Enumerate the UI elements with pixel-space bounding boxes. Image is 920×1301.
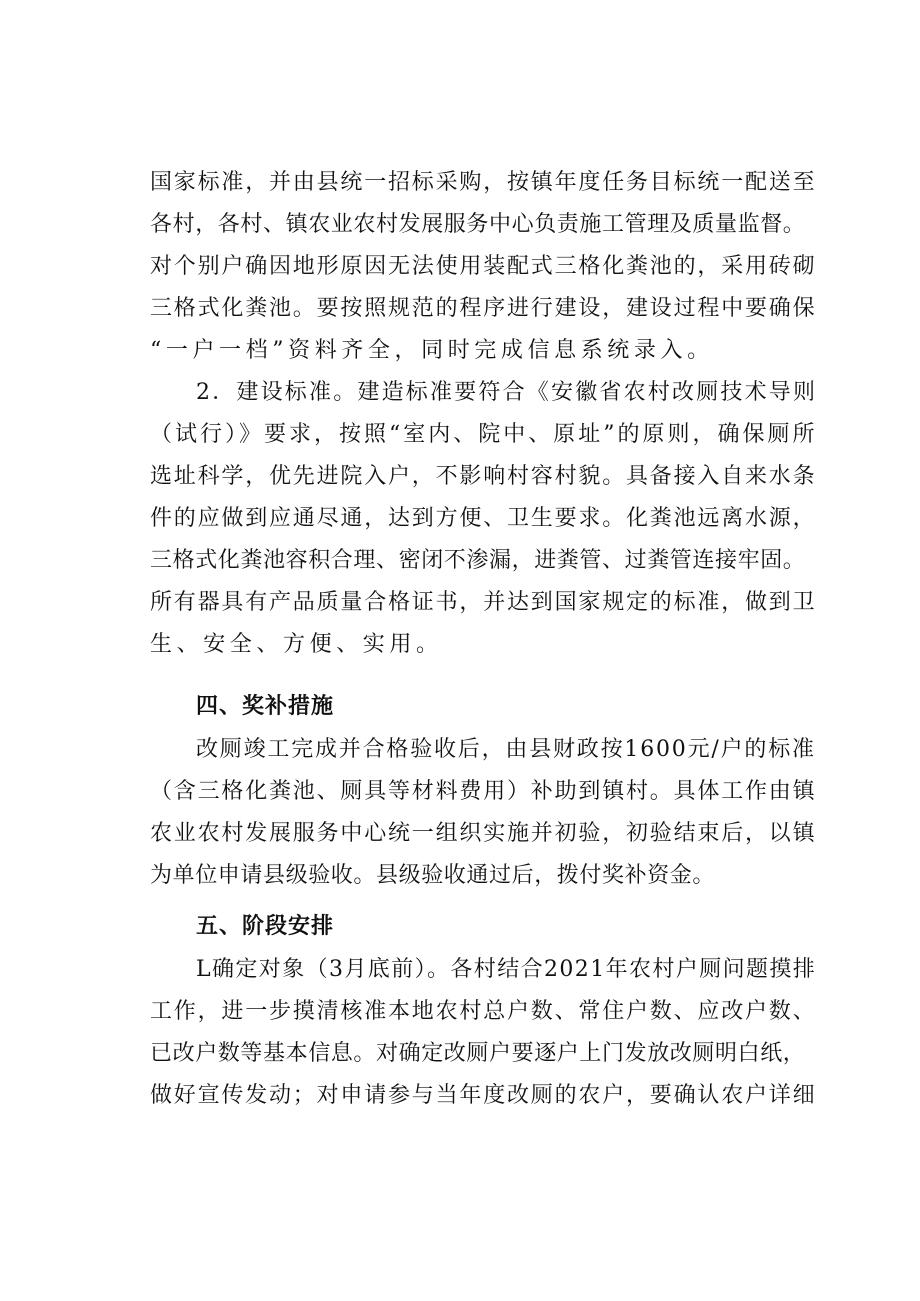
text-line: 各村，各村、镇农业农村发展服务中心负责施工管理及质量监督。	[150, 212, 806, 237]
text-line: 三格式化粪池。要按照规范的程序进行建设，建设过程中要确保	[150, 296, 817, 321]
section-heading: 四、奖补措施	[196, 694, 335, 719]
text-line: “一户一档”资料齐全，同时完成信息系统录入。	[150, 338, 714, 363]
text-line: 件的应做到应通尽通，达到方便、卫生要求。化粪池远离水源，	[150, 506, 817, 531]
text-line: 改厕竣工完成并合格验收后，由县财政按1600元/户的标准	[196, 737, 816, 762]
text-line: L确定对象（3月底前）。各村结合2021年农村户厕问题摸排	[196, 957, 817, 982]
text-line: （试行）》要求，按照“室内、院中、原址”的原则，确保厕所	[150, 422, 818, 447]
text-line: 工作，进一步摸清核准本地农村总户数、常住户数、应改户数、	[150, 999, 817, 1024]
text-line: （含三格化粪池、厕具等材料费用）补助到镇村。具体工作由镇	[150, 779, 817, 804]
text-line: 国家标准，并由县统一招标采购，按镇年度任务目标统一配送至	[150, 170, 817, 195]
text-line: 三格式化粪池容积合理、密闭不渗漏，进粪管、过粪管连接牢固。	[150, 548, 806, 573]
text-line: 选址科学，优先进院入户，不影响村容村貌。具备接入自来水条	[150, 464, 817, 489]
text-line: 已改户数等基本信息。对确定改厕户要逐户上门发放改厕明白纸，	[150, 1041, 806, 1066]
text-line: 做好宣传发动；对申请参与当年度改厕的农户，要确认农户详细	[150, 1083, 817, 1108]
text-line: 为单位申请县级验收。县级验收通过后，拨付奖补资金。	[150, 863, 716, 888]
text-line: 生、安全、方便、实用。	[150, 632, 443, 657]
text-line: 2．建设标准。建造标准要符合《安徽省农村改厕技术导则	[196, 380, 818, 405]
text-line: 对个别户确因地形原因无法使用装配式三格化粪池的，采用砖砌	[150, 254, 817, 279]
section-heading: 五、阶段安排	[196, 914, 335, 939]
text-line: 所有器具有产品质量合格证书，并达到国家规定的标准，做到卫	[150, 590, 817, 615]
text-line: 农业农村发展服务中心统一组织实施并初验，初验结束后，以镇	[150, 821, 817, 846]
